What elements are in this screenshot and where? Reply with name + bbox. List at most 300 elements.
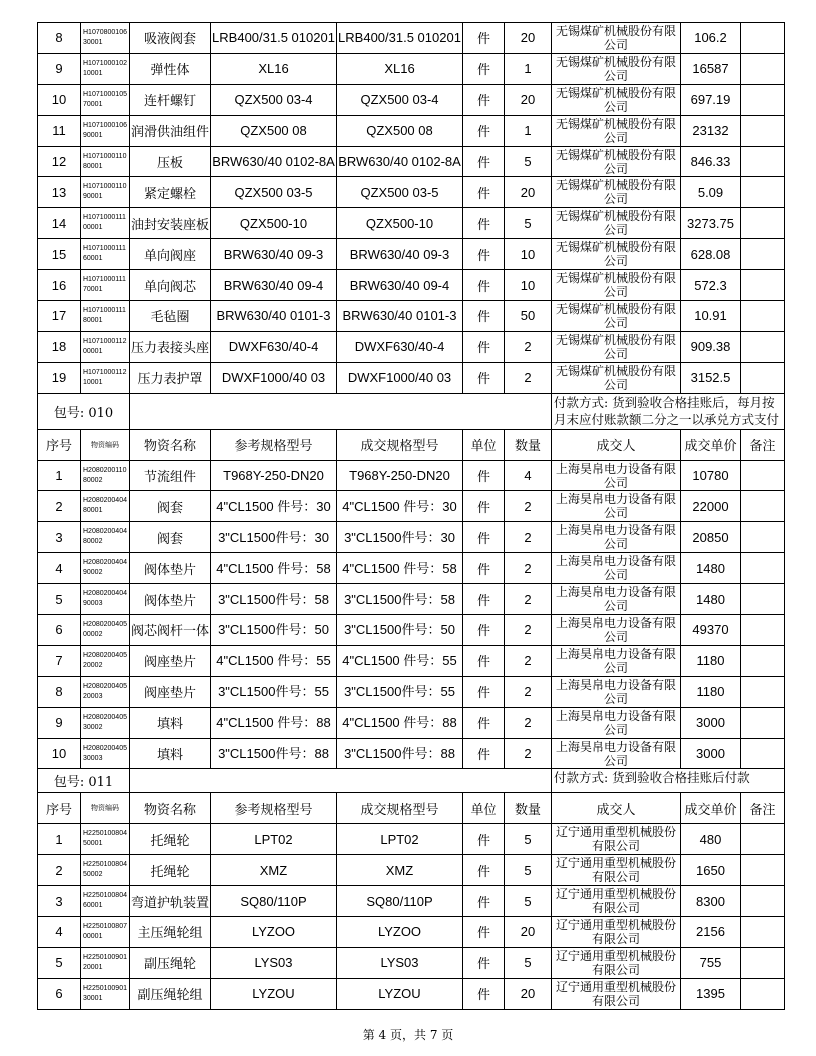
supplier-cell: 上海昊帛电力设备有限公司	[552, 522, 681, 553]
unit-price-cell: 3000	[681, 707, 741, 738]
material-name-cell: 弹性体	[130, 53, 211, 84]
row-number-header: 序号	[38, 793, 81, 824]
table-row	[38, 707, 785, 738]
unit-cell: 件	[463, 362, 505, 393]
material-code-header: 物资编码	[81, 793, 130, 824]
unit-price-cell: 3273.75	[681, 208, 741, 239]
remark-cell	[741, 460, 785, 491]
row-number-cell: 4	[38, 553, 81, 584]
deal-spec-cell: LYS03	[337, 947, 463, 978]
row-number-cell: 9	[38, 707, 81, 738]
unit-price-cell: 480	[681, 824, 741, 855]
quantity-cell: 50	[505, 301, 552, 332]
unit-price-cell: 23132	[681, 115, 741, 146]
table-row	[38, 917, 785, 948]
unit-cell: 件	[463, 917, 505, 948]
row-number-cell: 5	[38, 584, 81, 615]
unit-cell: 件	[463, 978, 505, 1009]
deal-spec-cell: QZX500 08	[337, 115, 463, 146]
row-number-cell: 2	[38, 855, 81, 886]
unit-cell: 件	[463, 53, 505, 84]
remark-cell	[741, 53, 785, 84]
remark-cell	[741, 362, 785, 393]
unit-cell: 件	[463, 491, 505, 522]
quantity-cell: 1	[505, 53, 552, 84]
reference-spec-cell: 3"CL1500件号：30	[211, 522, 337, 553]
remark-cell	[741, 738, 785, 769]
quantity-cell: 20	[505, 84, 552, 115]
material-code-cell: H225010080700001	[81, 917, 130, 948]
unit-cell: 件	[463, 522, 505, 553]
table-row	[38, 146, 785, 177]
unit-price-cell: 697.19	[681, 84, 741, 115]
quantity-header: 数量	[505, 793, 552, 824]
unit-cell: 件	[463, 23, 505, 54]
material-code-cell: H107100011180001	[81, 301, 130, 332]
table-row	[38, 491, 785, 522]
remark-cell	[741, 886, 785, 917]
material-code-cell: H225010080450001	[81, 824, 130, 855]
quantity-cell: 20	[505, 978, 552, 1009]
material-name-cell: 节流组件	[130, 460, 211, 491]
material-code-cell: H208020040530002	[81, 707, 130, 738]
deal-spec-cell: 3"CL1500件号：88	[337, 738, 463, 769]
row-number-cell: 3	[38, 886, 81, 917]
deal-spec-cell: 3"CL1500件号：55	[337, 676, 463, 707]
quantity-cell: 2	[505, 331, 552, 362]
material-code-cell: H107100011170001	[81, 270, 130, 301]
deal-spec-cell: T968Y-250-DN20	[337, 460, 463, 491]
deal-spec-cell: QZX500-10	[337, 208, 463, 239]
supplier-cell: 上海昊帛电力设备有限公司	[552, 553, 681, 584]
row-number-cell: 19	[38, 362, 81, 393]
reference-spec-cell: LYZOU	[211, 978, 337, 1009]
unit-price-cell: 1650	[681, 855, 741, 886]
deal-spec-header: 成交规格型号	[337, 793, 463, 824]
supplier-cell: 无锡煤矿机械股份有限公司	[552, 270, 681, 301]
remark-cell	[741, 301, 785, 332]
material-code-cell: H107100011080001	[81, 146, 130, 177]
table-row	[38, 53, 785, 84]
unit-cell: 件	[463, 676, 505, 707]
material-name-cell: 阀座垫片	[130, 645, 211, 676]
supplier-cell: 辽宁通用重型机械股份有限公司	[552, 824, 681, 855]
remark-cell	[741, 676, 785, 707]
deal-spec-cell: BRW630/40 0101-3	[337, 301, 463, 332]
material-name-cell: 毛毡圈	[130, 301, 211, 332]
row-number-cell: 10	[38, 738, 81, 769]
material-name-cell: 紧定螺栓	[130, 177, 211, 208]
material-code-header: 物资编码	[81, 429, 130, 460]
section-package-009-continued	[38, 23, 785, 394]
supplier-header: 成交人	[552, 429, 681, 460]
unit-header: 单位	[463, 793, 505, 824]
material-code-cell: H208020040490003	[81, 584, 130, 615]
supplier-cell: 无锡煤矿机械股份有限公司	[552, 146, 681, 177]
remark-cell	[741, 645, 785, 676]
reference-spec-cell: BRW630/40 0102-8A	[211, 146, 337, 177]
reference-spec-cell: QZX500 03-5	[211, 177, 337, 208]
material-code-cell: H225010080450002	[81, 855, 130, 886]
quantity-cell: 20	[505, 177, 552, 208]
supplier-cell: 上海昊帛电力设备有限公司	[552, 491, 681, 522]
table-row	[38, 645, 785, 676]
deal-spec-cell: 3"CL1500件号：58	[337, 584, 463, 615]
remark-cell	[741, 177, 785, 208]
quantity-cell: 2	[505, 615, 552, 646]
unit-cell: 件	[463, 645, 505, 676]
quantity-cell: 2	[505, 645, 552, 676]
deal-spec-cell: DWXF1000/40 03	[337, 362, 463, 393]
table-row	[38, 23, 785, 54]
material-code-cell: H107100011100001	[81, 208, 130, 239]
quantity-cell: 5	[505, 855, 552, 886]
quantity-cell: 20	[505, 23, 552, 54]
unit-cell: 件	[463, 738, 505, 769]
unit-price-header: 成交单价	[681, 793, 741, 824]
unit-price-cell: 10.91	[681, 301, 741, 332]
unit-price-cell: 909.38	[681, 331, 741, 362]
row-number-cell: 4	[38, 917, 81, 948]
unit-price-cell: 2156	[681, 917, 741, 948]
package-label: 包号: 010	[38, 393, 130, 429]
quantity-cell: 10	[505, 270, 552, 301]
material-name-cell: 油封安装座板	[130, 208, 211, 239]
supplier-cell: 无锡煤矿机械股份有限公司	[552, 331, 681, 362]
quantity-cell: 2	[505, 553, 552, 584]
unit-cell: 件	[463, 947, 505, 978]
remark-header: 备注	[741, 429, 785, 460]
deal-spec-cell: QZX500 03-5	[337, 177, 463, 208]
unit-price-cell: 20850	[681, 522, 741, 553]
material-name-cell: 副压绳轮组	[130, 978, 211, 1009]
unit-cell: 件	[463, 146, 505, 177]
table-row	[38, 676, 785, 707]
supplier-cell: 辽宁通用重型机械股份有限公司	[552, 917, 681, 948]
material-code-cell: H225010090130001	[81, 978, 130, 1009]
procurement-table	[37, 22, 785, 1010]
row-number-cell: 13	[38, 177, 81, 208]
package-011-info	[38, 769, 785, 793]
unit-price-cell: 1180	[681, 645, 741, 676]
section-package-010	[38, 460, 785, 769]
supplier-cell: 上海昊帛电力设备有限公司	[552, 615, 681, 646]
material-name-cell: 阀座垫片	[130, 676, 211, 707]
deal-spec-cell: 4"CL1500 件号：58	[337, 553, 463, 584]
unit-cell: 件	[463, 301, 505, 332]
quantity-cell: 10	[505, 239, 552, 270]
deal-spec-cell: SQ80/110P	[337, 886, 463, 917]
supplier-cell: 无锡煤矿机械股份有限公司	[552, 23, 681, 54]
payment-terms: 付款方式: 货到验收合格挂账后付款	[552, 769, 785, 793]
supplier-cell: 无锡煤矿机械股份有限公司	[552, 115, 681, 146]
deal-spec-cell: 3"CL1500件号：50	[337, 615, 463, 646]
material-name-cell: 阀套	[130, 491, 211, 522]
material-code-cell: H107100011200001	[81, 331, 130, 362]
table-row	[38, 978, 785, 1009]
material-name-cell: 压力表护罩	[130, 362, 211, 393]
table-row	[38, 615, 785, 646]
unit-price-cell: 628.08	[681, 239, 741, 270]
quantity-cell: 2	[505, 738, 552, 769]
unit-cell: 件	[463, 177, 505, 208]
table-row	[38, 239, 785, 270]
material-name-cell: 阀芯阀杆一体	[130, 615, 211, 646]
row-number-cell: 14	[38, 208, 81, 239]
table-row	[38, 362, 785, 393]
unit-cell: 件	[463, 115, 505, 146]
unit-price-cell: 1480	[681, 553, 741, 584]
reference-spec-cell: SQ80/110P	[211, 886, 337, 917]
material-name-cell: 填料	[130, 707, 211, 738]
quantity-cell: 1	[505, 115, 552, 146]
quantity-cell: 2	[505, 584, 552, 615]
material-code-cell: H107100010210001	[81, 53, 130, 84]
deal-spec-header: 成交规格型号	[337, 429, 463, 460]
reference-spec-cell: DWXF1000/40 03	[211, 362, 337, 393]
reference-spec-cell: BRW630/40 09-4	[211, 270, 337, 301]
material-name-header: 物资名称	[130, 429, 211, 460]
table-row	[38, 208, 785, 239]
table-row	[38, 84, 785, 115]
table-row	[38, 301, 785, 332]
deal-spec-cell: LPT02	[337, 824, 463, 855]
table-row	[38, 553, 785, 584]
remark-cell	[741, 208, 785, 239]
quantity-cell: 2	[505, 676, 552, 707]
deal-spec-cell: QZX500 03-4	[337, 84, 463, 115]
page-footer: 第 4 页，共 7 页	[362, 1028, 454, 1042]
material-code-cell: H208020040520002	[81, 645, 130, 676]
remark-cell	[741, 84, 785, 115]
unit-price-cell: 8300	[681, 886, 741, 917]
remark-cell	[741, 239, 785, 270]
unit-price-cell: 3000	[681, 738, 741, 769]
deal-spec-cell: BRW630/40 09-4	[337, 270, 463, 301]
unit-price-cell: 3152.5	[681, 362, 741, 393]
row-number-cell: 8	[38, 23, 81, 54]
reference-spec-cell: LRB400/31.5 010201	[211, 23, 337, 54]
unit-cell: 件	[463, 615, 505, 646]
reference-spec-cell: QZX500 03-4	[211, 84, 337, 115]
supplier-cell: 无锡煤矿机械股份有限公司	[552, 177, 681, 208]
material-code-cell: H107100011160001	[81, 239, 130, 270]
unit-price-cell: 1480	[681, 584, 741, 615]
unit-price-cell: 49370	[681, 615, 741, 646]
deal-spec-cell: BRW630/40 09-3	[337, 239, 463, 270]
table-row	[38, 177, 785, 208]
reference-spec-header: 参考规格型号	[211, 429, 337, 460]
remark-cell	[741, 707, 785, 738]
supplier-cell: 上海昊帛电力设备有限公司	[552, 676, 681, 707]
material-name-cell: 润滑供油组件	[130, 115, 211, 146]
row-number-cell: 6	[38, 615, 81, 646]
supplier-cell: 无锡煤矿机械股份有限公司	[552, 53, 681, 84]
remark-cell	[741, 855, 785, 886]
package-010-info	[38, 393, 785, 429]
unit-price-cell: 846.33	[681, 146, 741, 177]
reference-spec-cell: 4"CL1500 件号：30	[211, 491, 337, 522]
remark-cell	[741, 491, 785, 522]
material-code-cell: H208020040480002	[81, 522, 130, 553]
quantity-cell: 2	[505, 522, 552, 553]
unit-price-header: 成交单价	[681, 429, 741, 460]
reference-spec-cell: BRW630/40 0101-3	[211, 301, 337, 332]
unit-cell: 件	[463, 84, 505, 115]
quantity-cell: 4	[505, 460, 552, 491]
row-number-header: 序号	[38, 429, 81, 460]
material-name-cell: 阀套	[130, 522, 211, 553]
row-number-cell: 6	[38, 978, 81, 1009]
unit-cell: 件	[463, 553, 505, 584]
deal-spec-cell: LYZOU	[337, 978, 463, 1009]
table-row	[38, 824, 785, 855]
unit-price-cell: 755	[681, 947, 741, 978]
table-row	[38, 460, 785, 491]
material-code-cell: H208020040520003	[81, 676, 130, 707]
deal-spec-cell: 4"CL1500 件号：30	[337, 491, 463, 522]
unit-price-cell: 10780	[681, 460, 741, 491]
unit-cell: 件	[463, 331, 505, 362]
reference-spec-cell: T968Y-250-DN20	[211, 460, 337, 491]
reference-spec-cell: 3"CL1500件号：50	[211, 615, 337, 646]
quantity-header: 数量	[505, 429, 552, 460]
row-number-cell: 7	[38, 645, 81, 676]
row-number-cell: 1	[38, 460, 81, 491]
deal-spec-cell: BRW630/40 0102-8A	[337, 146, 463, 177]
quantity-cell: 5	[505, 886, 552, 917]
blank-cell	[130, 769, 552, 793]
remark-cell	[741, 522, 785, 553]
material-code-cell: H107100011210001	[81, 362, 130, 393]
remark-cell	[741, 978, 785, 1009]
material-name-cell: 副压绳轮	[130, 947, 211, 978]
deal-spec-cell: 4"CL1500 件号：88	[337, 707, 463, 738]
header-row	[38, 429, 785, 460]
row-number-cell: 5	[38, 947, 81, 978]
quantity-cell: 5	[505, 947, 552, 978]
row-number-cell: 17	[38, 301, 81, 332]
table-row	[38, 886, 785, 917]
quantity-cell: 2	[505, 362, 552, 393]
remark-cell	[741, 553, 785, 584]
material-name-cell: 压板	[130, 146, 211, 177]
material-code-cell: H107080010630001	[81, 23, 130, 54]
supplier-cell: 无锡煤矿机械股份有限公司	[552, 84, 681, 115]
remark-cell	[741, 917, 785, 948]
remark-cell	[741, 947, 785, 978]
table-header	[38, 793, 785, 824]
deal-spec-cell: DWXF630/40-4	[337, 331, 463, 362]
blank-cell	[130, 393, 552, 429]
remark-header: 备注	[741, 793, 785, 824]
unit-cell: 件	[463, 239, 505, 270]
remark-cell	[741, 331, 785, 362]
reference-spec-cell: LYZOO	[211, 917, 337, 948]
supplier-cell: 无锡煤矿机械股份有限公司	[552, 362, 681, 393]
table-row	[38, 584, 785, 615]
unit-cell: 件	[463, 208, 505, 239]
supplier-cell: 辽宁通用重型机械股份有限公司	[552, 947, 681, 978]
row-number-cell: 1	[38, 824, 81, 855]
reference-spec-cell: BRW630/40 09-3	[211, 239, 337, 270]
material-code-cell: H107100010570001	[81, 84, 130, 115]
material-code-cell: H208020040500002	[81, 615, 130, 646]
section-package-011	[38, 824, 785, 1009]
supplier-cell: 辽宁通用重型机械股份有限公司	[552, 855, 681, 886]
row-number-cell: 16	[38, 270, 81, 301]
unit-cell: 件	[463, 886, 505, 917]
unit-cell: 件	[463, 584, 505, 615]
reference-spec-cell: 3"CL1500件号：88	[211, 738, 337, 769]
table-header	[38, 429, 785, 460]
row-number-cell: 9	[38, 53, 81, 84]
package-label: 包号: 011	[38, 769, 130, 793]
material-code-cell: H208020040530003	[81, 738, 130, 769]
material-name-cell: 托绳轮	[130, 855, 211, 886]
remark-cell	[741, 23, 785, 54]
supplier-cell: 上海昊帛电力设备有限公司	[552, 645, 681, 676]
table-row	[38, 522, 785, 553]
supplier-cell: 上海昊帛电力设备有限公司	[552, 584, 681, 615]
reference-spec-cell: QZX500 08	[211, 115, 337, 146]
deal-spec-cell: LRB400/31.5 010201	[337, 23, 463, 54]
quantity-cell: 2	[505, 707, 552, 738]
table-row	[38, 947, 785, 978]
supplier-cell: 辽宁通用重型机械股份有限公司	[552, 978, 681, 1009]
supplier-cell: 辽宁通用重型机械股份有限公司	[552, 886, 681, 917]
material-name-cell: 单向阀座	[130, 239, 211, 270]
row-number-cell: 18	[38, 331, 81, 362]
reference-spec-cell: LPT02	[211, 824, 337, 855]
reference-spec-cell: 4"CL1500 件号：55	[211, 645, 337, 676]
unit-price-cell: 572.3	[681, 270, 741, 301]
material-code-cell: H107100011090001	[81, 177, 130, 208]
quantity-cell: 5	[505, 824, 552, 855]
material-name-cell: 主压绳轮组	[130, 917, 211, 948]
reference-spec-cell: QZX500-10	[211, 208, 337, 239]
payment-terms: 付款方式: 货到验收合格挂账后，每月按月末应付账款额二分之一以承兑方式支付	[552, 393, 785, 429]
remark-cell	[741, 146, 785, 177]
unit-price-cell: 16587	[681, 53, 741, 84]
supplier-cell: 无锡煤矿机械股份有限公司	[552, 301, 681, 332]
supplier-header: 成交人	[552, 793, 681, 824]
supplier-cell: 上海昊帛电力设备有限公司	[552, 460, 681, 491]
reference-spec-header: 参考规格型号	[211, 793, 337, 824]
material-name-cell: 弯道护轨装置	[130, 886, 211, 917]
row-number-cell: 11	[38, 115, 81, 146]
deal-spec-cell: XMZ	[337, 855, 463, 886]
material-name-cell: 吸液阀套	[130, 23, 211, 54]
material-name-cell: 单向阀芯	[130, 270, 211, 301]
deal-spec-cell: XL16	[337, 53, 463, 84]
quantity-cell: 5	[505, 146, 552, 177]
table-row	[38, 331, 785, 362]
remark-cell	[741, 270, 785, 301]
unit-cell: 件	[463, 824, 505, 855]
reference-spec-cell: 4"CL1500 件号：58	[211, 553, 337, 584]
unit-cell: 件	[463, 855, 505, 886]
unit-cell: 件	[463, 270, 505, 301]
row-number-cell: 3	[38, 522, 81, 553]
row-number-cell: 15	[38, 239, 81, 270]
remark-cell	[741, 584, 785, 615]
table-row	[38, 270, 785, 301]
material-code-cell: H208020040480001	[81, 491, 130, 522]
unit-price-cell: 1180	[681, 676, 741, 707]
table-row	[38, 738, 785, 769]
remark-cell	[741, 115, 785, 146]
